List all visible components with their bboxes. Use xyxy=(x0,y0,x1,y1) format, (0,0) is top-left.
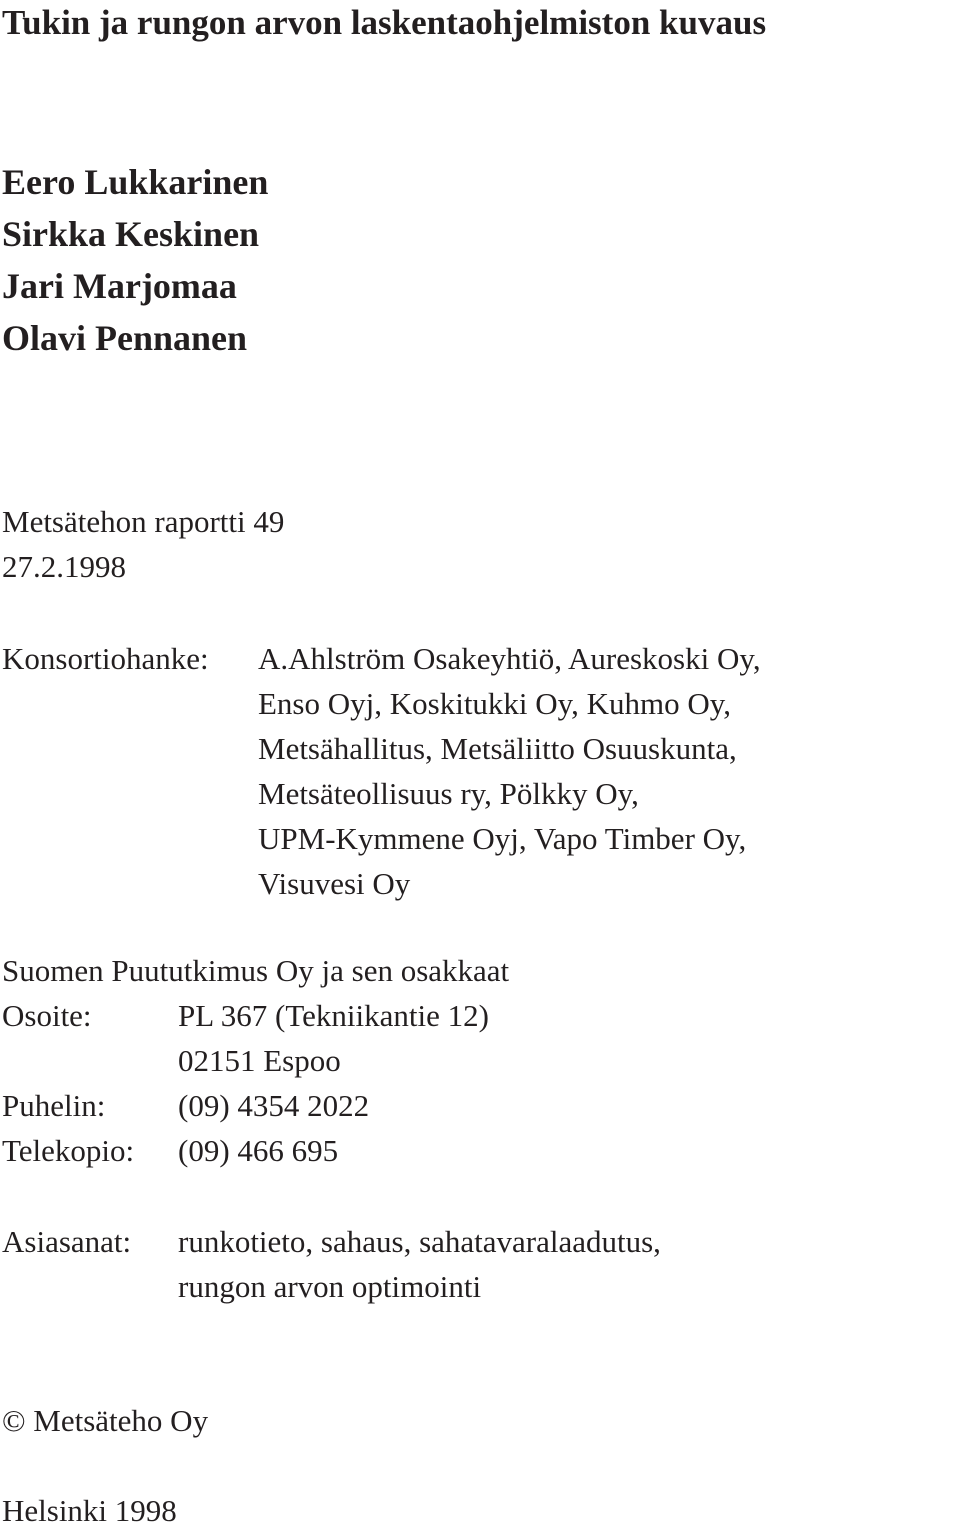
address-label: Osoite: xyxy=(2,998,92,1033)
keywords-line: runkotieto, sahaus, sahatavaralaadutus, xyxy=(178,1224,661,1259)
author-list xyxy=(2,156,268,364)
address-line: PL 367 (Tekniikantie 12) xyxy=(178,998,489,1033)
fax-number: (09) 466 695 xyxy=(178,1133,339,1168)
report-series: Metsätehon raportti 49 xyxy=(2,504,285,539)
publication-place-year: Helsinki 1998 xyxy=(2,1493,177,1528)
consortium-member-line: UPM-Kymmene Oyj, Vapo Timber Oy, xyxy=(258,821,747,856)
keywords-label: Asiasanat: xyxy=(2,1224,132,1259)
consortium-member-line: Metsähallitus, Metsäliitto Osuuskunta, xyxy=(258,731,737,766)
copyright-line: © Metsäteho Oy xyxy=(2,1403,209,1438)
phone-label: Puhelin: xyxy=(2,1088,106,1123)
consortium-member-line: Metsäteollisuus ry, Pölkky Oy, xyxy=(258,776,639,811)
fax-label: Telekopio: xyxy=(2,1133,135,1168)
author-name: Sirkka Keskinen xyxy=(2,214,260,254)
consortium-member-line: Enso Oyj, Koskitukki Oy, Kuhmo Oy, xyxy=(258,686,732,721)
address-postal-line: 02151 Espoo xyxy=(178,1043,341,1078)
report-info xyxy=(2,499,284,589)
phone-number: (09) 4354 2022 xyxy=(178,1088,370,1123)
sponsor-line: Suomen Puututkimus Oy ja sen osakkaat xyxy=(2,953,510,988)
consortium-label: Konsortiohanke: xyxy=(2,641,209,676)
keywords-line: rungon arvon optimointi xyxy=(178,1269,482,1304)
report-date: 27.2.1998 xyxy=(2,549,126,584)
consortium-member-line: A.Ahlström Osakeyhtiö, Aureskoski Oy, xyxy=(258,641,761,676)
document-title: Tukin ja rungon arvon laskentaohjelmiston kuvaus xyxy=(2,3,767,42)
author-name: Olavi Pennanen xyxy=(2,318,248,358)
consortium-members xyxy=(258,636,761,906)
consortium-member-line: Visuvesi Oy xyxy=(258,866,411,901)
author-name: Jari Marjomaa xyxy=(2,266,237,306)
author-name: Eero Lukkarinen xyxy=(2,162,269,202)
